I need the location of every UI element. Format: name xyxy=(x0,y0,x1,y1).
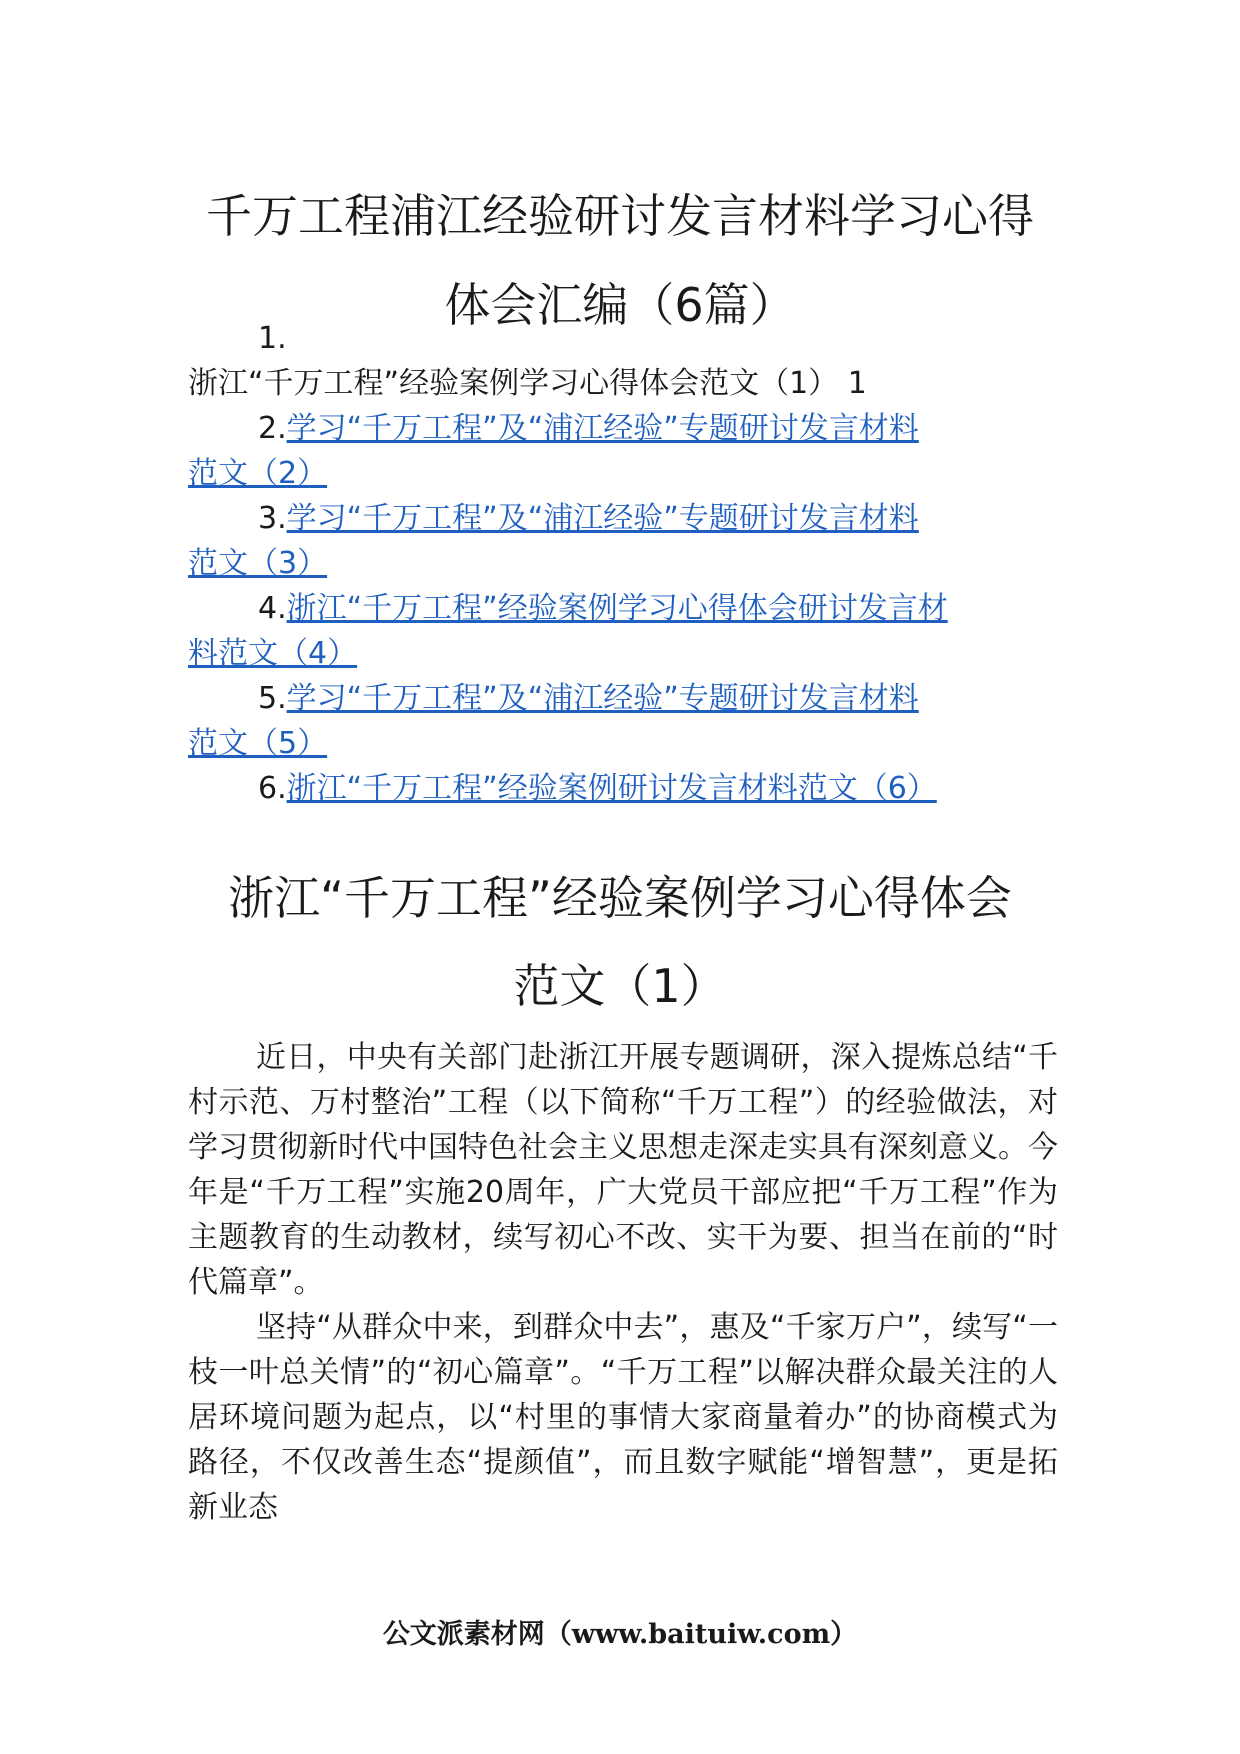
section-body xyxy=(188,1035,1058,1530)
toc-item-5[interactable] xyxy=(188,676,1058,721)
section-title-line-1: 浙江“千万工程”经验案例学习心得体会 xyxy=(228,871,1012,925)
document-title-line-2: 体会汇编（6篇） xyxy=(444,278,796,332)
toc-item-4-number: 4. xyxy=(258,591,287,626)
toc-item-5-number: 5. xyxy=(258,681,287,716)
toc-item-1-number: 1. xyxy=(258,321,287,356)
paragraph-1: 近日，中央有关部门赴浙江开展专题调研，深入提炼总结“千村示范、万村整治”工程（以下简称“千万工程”）的经验做法，对学习贯彻新时代中国特色社会主义思想走深走实具有深刻意义。今年是“千万工程”实施20周年，广大党员干部应把“千万工程”作为主题教育的生动教材，续写初心不改、实干为要、担当在前的“时代篇章”。 xyxy=(188,1040,1058,1300)
toc-link-5-cont[interactable]: 范文（5） xyxy=(188,726,328,761)
toc-item-1[interactable]: 浙江“千万工程”经验案例学习心得体会范文（1） 1 xyxy=(188,366,867,401)
toc-link-6[interactable]: 浙江“千万工程”经验案例研讨发言材料范文（6） xyxy=(286,771,937,806)
toc-link-2[interactable]: 学习“千万工程”及“浦江经验”专题研讨发言材料 xyxy=(286,411,919,446)
toc-item-2-number: 2. xyxy=(258,411,287,446)
document-title-line-1: 千万工程浦江经验研讨发言材料学习心得 xyxy=(206,189,1034,243)
toc-item-3[interactable] xyxy=(188,496,1058,541)
paragraph-2: 坚持“从群众中来，到群众中去”，惠及“千家万户”，续写“一枝一叶总关情”的“初心篇章”。“千万工程”以解决群众最关注的人居环境问题为起点，以“村里的事情大家商量着办”的协商模式为路径，不仅改善生态“提颜值”，而且数字赋能“增智慧”，更是拓新业态 xyxy=(188,1310,1058,1525)
toc-item-3-number: 3. xyxy=(258,501,287,536)
toc-item-6[interactable] xyxy=(188,766,1058,811)
footer-watermark: 公文派素材网（www.baituiw.com） xyxy=(382,1619,858,1650)
toc-item-4[interactable] xyxy=(188,586,1058,631)
toc-link-4[interactable]: 浙江“千万工程”经验案例学习心得体会研讨发言材 xyxy=(286,591,948,626)
toc-link-3[interactable]: 学习“千万工程”及“浦江经验”专题研讨发言材料 xyxy=(286,501,919,536)
table-of-contents xyxy=(188,316,1058,811)
toc-link-4-cont[interactable]: 料范文（4） xyxy=(188,636,358,671)
section-title-line-2: 范文（1） xyxy=(513,959,727,1013)
toc-link-2-cont[interactable]: 范文（2） xyxy=(188,456,328,491)
toc-item-2[interactable] xyxy=(188,406,1058,451)
toc-link-5[interactable]: 学习“千万工程”及“浦江经验”专题研讨发言材料 xyxy=(286,681,919,716)
toc-item-6-number: 6. xyxy=(258,771,287,806)
toc-link-3-cont[interactable]: 范文（3） xyxy=(188,546,328,581)
